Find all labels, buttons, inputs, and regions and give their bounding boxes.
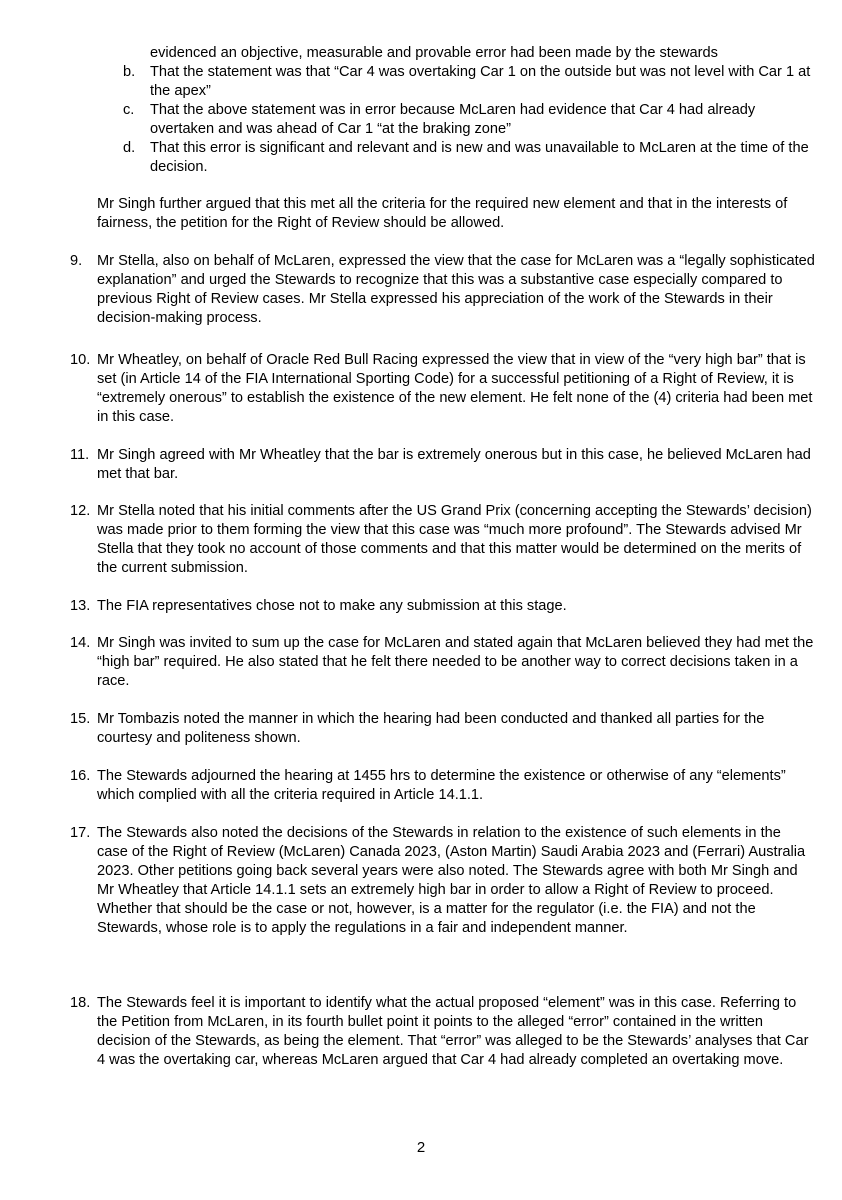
numbered-item-11 <box>70 446 815 484</box>
numbered-item-13 <box>70 597 815 616</box>
item-number: 15. <box>70 711 91 727</box>
item-text: The Stewards adjourned the hearing at 1455 hrs to determine the existence or otherwise of any “elements” which complied with all the criteria required in Article 14.1.1. <box>97 768 786 803</box>
sub-item-d <box>123 139 813 177</box>
item-number: 16. <box>70 768 91 784</box>
item-text: Mr Stella noted that his initial comments after the US Grand Prix (concerning accepting the Stewards’ decision) was made prior to them forming the view that this case was “much more profound”. The Stewards advised Mr Stella that they took no account of those comments and that this matter would be determined on the merits of the current submission. <box>97 503 812 576</box>
numbered-item-15 <box>70 710 815 748</box>
sub-item-b <box>123 63 813 101</box>
sub-item-label: d. <box>123 140 136 156</box>
item-text: Mr Singh agreed with Mr Wheatley that the bar is extremely onerous but in this case, he believed McLaren had met that bar. <box>97 447 811 482</box>
item-number: 13. <box>70 598 91 614</box>
item-text: Mr Stella, also on behalf of McLaren, expressed the view that the case for McLaren was a “legally sophisticated explanation” and urged the Stewards to recognize that this was a substantive case especially compared to previous Right of Review cases. Mr Stella expressed his appreciation of the work of the Stewards in their decision-making process. <box>97 253 815 326</box>
item-text: Mr Tombazis noted the manner in which the hearing had been conducted and thanked all parties for the courtesy and politeness shown. <box>97 711 765 746</box>
item-number: 14. <box>70 635 91 651</box>
item-text: The FIA representatives chose not to make any submission at this stage. <box>97 598 567 614</box>
sub-item-text: That this error is significant and relevant and is new and was unavailable to McLaren at the time of the decision. <box>150 140 809 175</box>
item-text: The Stewards also noted the decisions of the Stewards in relation to the existence of such elements in the case of the Right of Review (McLaren) Canada 2023, (Aston Martin) Saudi Arabia 2023 and (Ferrari) Australia 2023. Other petitions going back several years were also noted. The Stewards agree with both Mr Singh and Mr Wheatley that Article 14.1.1 sets an extremely high bar in order to allow a Right of Review to proceed. Whether that should be the case or not, however, is a matter for the regulator (i.e. the FIA) and not the Stewards, whose role is to apply the regulations in a fair and independent manner. <box>97 825 806 936</box>
item-number: 18. <box>70 995 91 1011</box>
item-number: 17. <box>70 825 91 841</box>
page-number: 2 <box>416 1139 426 1156</box>
numbered-item-18 <box>70 994 815 1070</box>
continued-paragraph: evidenced an objective, measurable and provable error had been made by the stewards <box>150 45 718 61</box>
closing-paragraph: Mr Singh further argued that this met all the criteria for the required new element and that in the interests of fairness, the petition for the Right of Review should be allowed. <box>97 196 788 231</box>
numbered-item-14 <box>70 634 815 691</box>
item-number: 9. <box>70 253 83 269</box>
numbered-item-17 <box>70 824 815 938</box>
sub-item-label: c. <box>123 102 135 118</box>
sub-item-c <box>123 101 813 139</box>
numbered-item-16 <box>70 767 815 805</box>
item-number: 11. <box>70 447 90 463</box>
numbered-item-10 <box>70 351 815 427</box>
item-text: The Stewards feel it is important to identify what the actual proposed “element” was in this case. Referring to the Petition from McLaren, in its fourth bullet point it points to the alleged “error” contained in the written decision of the Stewards, as being the element. That “error” was alleged to be the Stewards’ analyses that Car 4 was the overtaking car, whereas McLaren argued that Car 4 had already completed an overtaking move. <box>97 995 809 1068</box>
sub-item-text: That the above statement was in error because McLaren had evidence that Car 4 had already overtaken and was ahead of Car 1 “at the braking zone” <box>150 102 756 137</box>
numbered-item-12 <box>70 502 815 578</box>
sub-item-label: b. <box>123 64 136 80</box>
item-number: 10. <box>70 352 91 368</box>
item-text: Mr Singh was invited to sum up the case for McLaren and stated again that McLaren believed they had met the “high bar” required. He also stated that he felt there needed to be another way to correct decisions taken in a race. <box>97 635 814 689</box>
item-text: Mr Wheatley, on behalf of Oracle Red Bull Racing expressed the view that in view of the “very high bar” that is set (in Article 14 of the FIA International Sporting Code) for a successful petitioning of a Right of Review, it is “extremely onerous” to establish the existence of the new element. He felt none of the (4) criteria had been met in this case. <box>97 352 813 425</box>
numbered-item-9 <box>70 252 815 328</box>
item-number: 12. <box>70 503 91 519</box>
sub-item-text: That the statement was that “Car 4 was overtaking Car 1 on the outside but was not level with Car 1 at the apex” <box>150 64 811 99</box>
